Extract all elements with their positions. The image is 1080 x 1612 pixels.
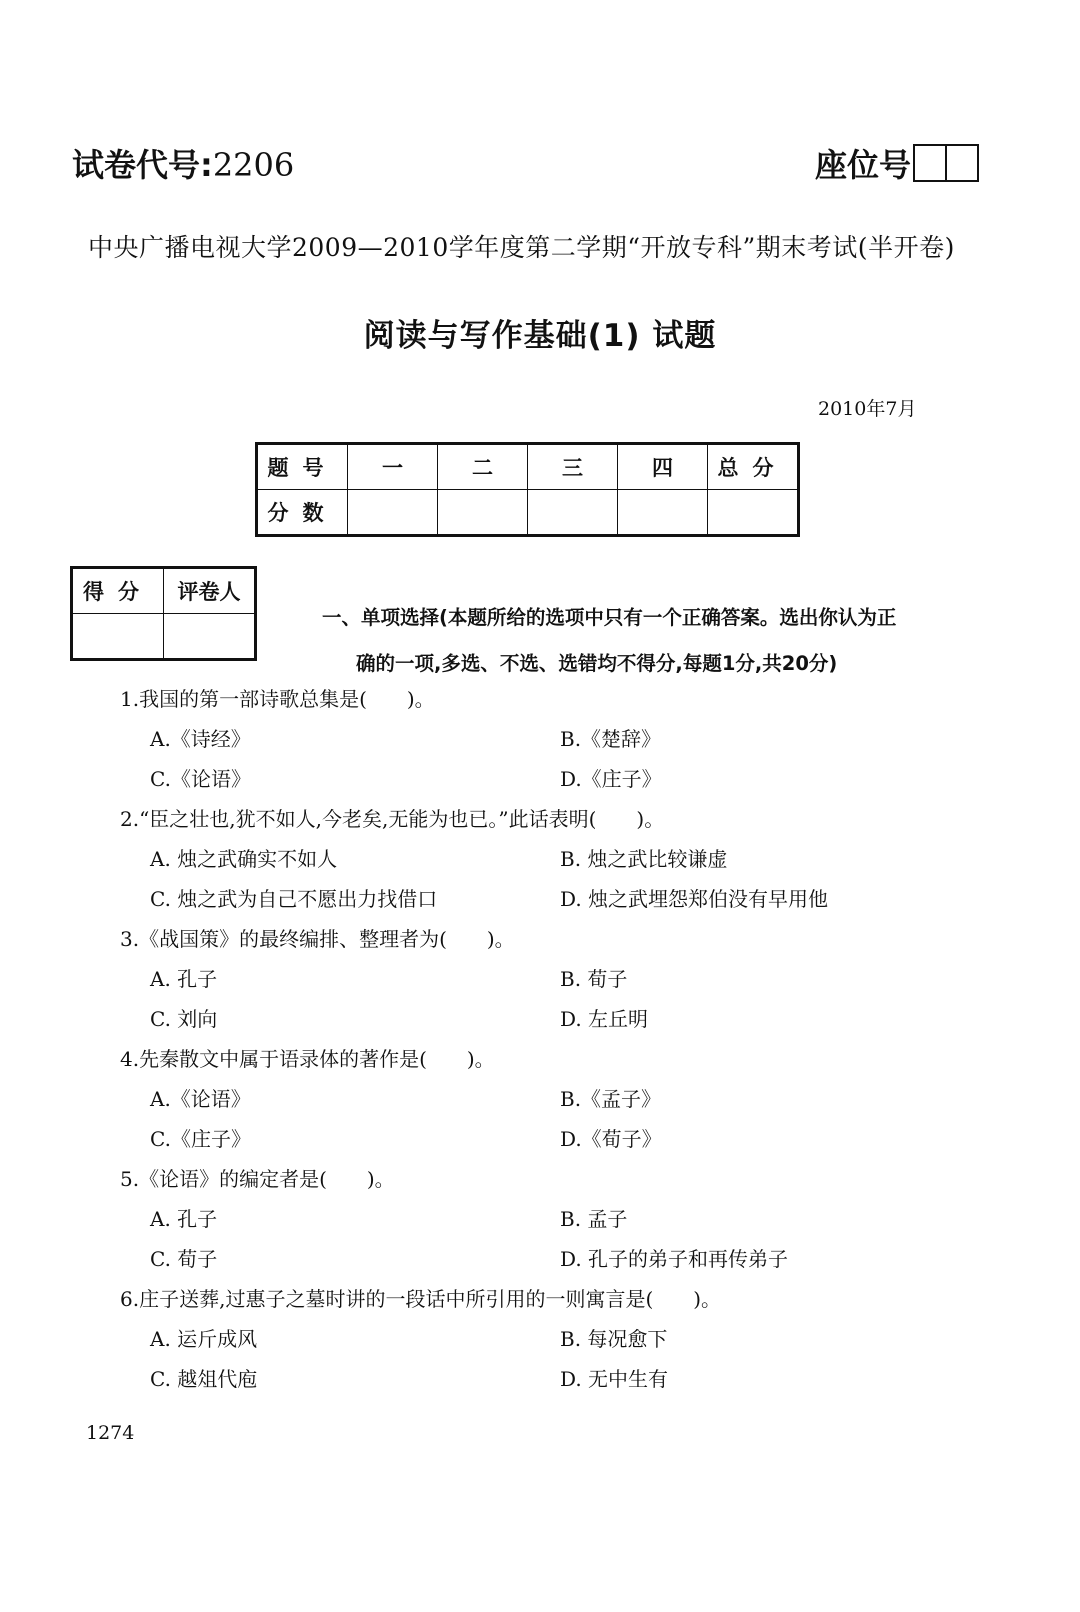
option-a: A. 孔子 xyxy=(150,967,218,991)
paper-code-value: 2206 xyxy=(212,146,295,184)
score-table-empty-cell xyxy=(618,490,708,536)
grader-empty-cell xyxy=(72,614,164,660)
score-table-cell: 总分 xyxy=(708,444,799,490)
page-number: 1274 xyxy=(86,1422,135,1444)
option-d: D. 孔子的弟子和再传弟子 xyxy=(560,1247,789,1271)
score-table-cell: 题号 xyxy=(257,444,348,490)
question-stem: 4.先秦散文中属于语录体的著作是( )。 xyxy=(120,1047,495,1071)
subject-title: 阅读与写作基础(1) 试题 xyxy=(363,318,717,354)
score-table-empty-cell xyxy=(528,490,618,536)
score-table-score-row xyxy=(257,490,799,536)
option-b: B. 每况愈下 xyxy=(560,1327,668,1351)
option-c: C. 荀子 xyxy=(150,1247,218,1271)
option-c: C.《庄子》 xyxy=(150,1127,251,1151)
score-table xyxy=(255,442,800,537)
option-a: A. 烛之武确实不如人 xyxy=(150,847,338,871)
option-b: B.《楚辞》 xyxy=(560,727,662,751)
section-heading-continued: 确的一项,多选、不选、选错均不得分,每题1分,共20分) xyxy=(356,652,838,675)
option-a: A.《论语》 xyxy=(150,1087,251,1111)
option-c: C.《论语》 xyxy=(150,767,251,791)
seat-number-boxes xyxy=(913,144,979,182)
paper-code-label: 试卷代号: xyxy=(72,146,213,184)
question-stem: 5.《论语》的编定者是( )。 xyxy=(120,1167,395,1191)
option-a: A. 运斤成风 xyxy=(150,1327,258,1351)
question-stem: 2.“臣之壮也,犹不如人,今老矣,无能为也已。”此话表明( )。 xyxy=(120,807,665,831)
score-table-cell: 二 xyxy=(438,444,528,490)
option-c: C. 越俎代庖 xyxy=(150,1367,258,1391)
question-stem: 1.我国的第一部诗歌总集是( )。 xyxy=(120,687,435,711)
option-c: C. 烛之武为自己不愿出力找借口 xyxy=(150,887,438,911)
option-d: D. 无中生有 xyxy=(560,1367,669,1391)
section-heading: 一、单项选择(本题所给的选项中只有一个正确答案。选出你认为正 xyxy=(322,606,897,629)
score-table-empty-cell xyxy=(708,490,799,536)
score-table-empty-cell xyxy=(348,490,438,536)
paper-code xyxy=(72,140,294,186)
question-stem: 6.庄子送葬,过惠子之墓时讲的一段话中所引用的一则寓言是( )。 xyxy=(120,1287,722,1311)
option-b: B.《孟子》 xyxy=(560,1087,662,1111)
score-table-cell: 三 xyxy=(528,444,618,490)
score-table-cell: 四 xyxy=(618,444,708,490)
seat-number xyxy=(815,140,979,186)
option-d: D.《庄子》 xyxy=(560,767,662,791)
grader-label: 评卷人 xyxy=(164,568,256,614)
score-table-header-row xyxy=(257,444,799,490)
option-b: B. 荀子 xyxy=(560,967,628,991)
option-d: D. 烛之武埋怨郑伯没有早用他 xyxy=(560,887,829,911)
exam-title: 中央广播电视大学2009—2010学年度第二学期“开放专科”期末考试(半开卷) xyxy=(88,233,955,262)
grader-empty-cell xyxy=(164,614,256,660)
seat-box xyxy=(945,146,977,180)
seat-box xyxy=(915,146,945,180)
seat-label: 座位号 xyxy=(815,146,912,184)
option-a: A.《诗经》 xyxy=(150,727,251,751)
exam-date: 2010年7月 xyxy=(818,398,917,420)
score-table-cell: 分数 xyxy=(257,490,348,536)
option-d: D. 左丘明 xyxy=(560,1007,649,1031)
option-b: B. 烛之武比较谦虚 xyxy=(560,847,728,871)
score-table-cell: 一 xyxy=(348,444,438,490)
option-b: B. 孟子 xyxy=(560,1207,628,1231)
option-c: C. 刘向 xyxy=(150,1007,218,1031)
grader-score-label: 得分 xyxy=(72,568,164,614)
question-stem: 3.《战国策》的最终编排、整理者为( )。 xyxy=(120,927,515,951)
grader-table xyxy=(70,566,257,661)
score-table-empty-cell xyxy=(438,490,528,536)
option-d: D.《荀子》 xyxy=(560,1127,662,1151)
option-a: A. 孔子 xyxy=(150,1207,218,1231)
